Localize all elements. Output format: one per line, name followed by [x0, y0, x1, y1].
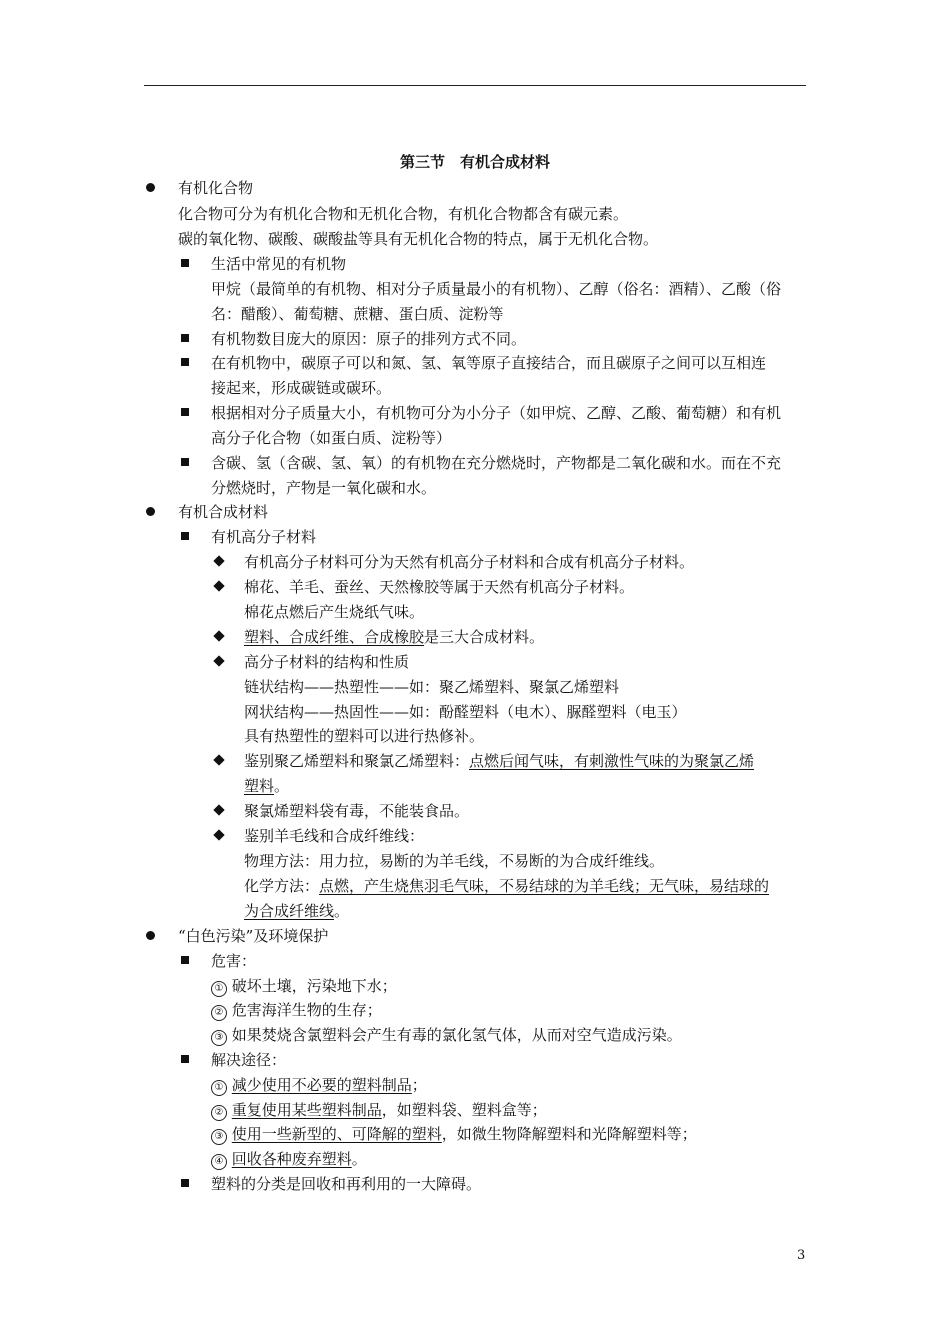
list-item: 在有机物中，碳原子可以和氮、氢、氧等原子直接结合，而且碳原子之间可以互相连 [211, 354, 767, 372]
bullet-diamond-icon [213, 580, 224, 591]
list-item-text: 高分子化合物（如蛋白质、淀粉等） [211, 429, 452, 447]
list-item: 生活中常见的有机物 [211, 255, 347, 273]
bullet-square-icon [181, 956, 189, 964]
numbered-item [211, 1100, 547, 1121]
bullet-square-icon [181, 334, 189, 342]
list-item: 含碳、氢（含碳、氢、氧）的有机物在充分燃烧时，产物都是二氧化碳和水。而在不充 [211, 454, 782, 472]
circled-number-2: ② [211, 1105, 227, 1121]
section-heading-synthetic-materials: 有机合成材料 [178, 503, 269, 521]
numbered-item [211, 1149, 367, 1170]
bullet-square-icon [181, 259, 189, 267]
list-item: 有机物数目庞大的原因：原子的排列方式不同。 [211, 330, 527, 348]
bullet-square-icon [181, 1179, 189, 1187]
text: 。 [274, 777, 290, 795]
circled-number-3: ③ [211, 1030, 227, 1046]
underlined-text: 回收各种废弃塑料 [231, 1150, 352, 1168]
circled-number-1: ① [211, 981, 227, 997]
circled-number-2: ② [211, 1005, 227, 1021]
text: ，如微生物降解塑料和光降解塑料等； [441, 1125, 697, 1143]
section-heading-organic-compounds: 有机化合物 [178, 179, 254, 197]
bullet-square-icon [181, 408, 189, 416]
underlined-text: 点燃，产生烧焦羽毛气味，不易结球的为羊毛线；无气味，易结球的 [319, 877, 770, 895]
text: 如果焚烧含氯塑料会产生有毒的氯化氢气体，从而对空气造成污染。 [231, 1026, 682, 1044]
list-item: 塑料的分类是回收和再利用的一大障碍。 [211, 1175, 482, 1193]
list-item-text: 甲烷（最简单的有机物、相对分子质量最小的有机物）、乙醇（俗名：酒精）、乙酸（俗 [211, 280, 782, 298]
paragraph: 化合物可分为有机化合物和无机化合物，有机化合物都含有碳元素。 [178, 205, 629, 223]
underlined-text: 点燃后闻气味，有刺激性气味的为聚氯乙烯 [469, 752, 755, 770]
numbered-item [211, 1025, 682, 1046]
section-heading-white-pollution: “白色污染”及环境保护 [178, 927, 329, 945]
list-item-text: 棉花点燃后产生烧纸气味。 [244, 603, 425, 621]
list-item: 鉴别羊毛线和合成纤维线： [244, 827, 425, 845]
text: 危害海洋生物的生存； [231, 1001, 382, 1019]
underlined-text: 重复使用某些塑料制品 [231, 1101, 382, 1119]
text: 破坏土壤，污染地下水； [231, 977, 397, 995]
bullet-dot-icon [146, 931, 155, 940]
bullet-square-icon [181, 532, 189, 540]
underlined-text: 塑料、合成纤维、合成橡胶 [244, 628, 425, 646]
page-title: 第三节 有机合成材料 [399, 153, 550, 171]
list-item [244, 751, 754, 771]
circled-number-4: ④ [211, 1154, 227, 1170]
text: ，如塑料袋、塑料盒等； [381, 1101, 547, 1119]
list-item [244, 627, 544, 647]
header-rule [144, 85, 806, 86]
bullet-diamond-icon [213, 555, 224, 566]
list-item: 解决途径： [211, 1051, 287, 1069]
list-item: 根据相对分子质量大小，有机物可分为小分子（如甲烷、乙醇、乙酸、葡萄糖）和有机 [211, 404, 782, 422]
text: 化学方法： [244, 877, 320, 895]
text: 鉴别聚乙烯塑料和聚氯乙烯塑料： [244, 752, 470, 770]
numbered-item [211, 976, 397, 997]
bullet-square-icon [181, 458, 189, 466]
bullet-diamond-icon [213, 630, 224, 641]
bullet-diamond-icon [213, 804, 224, 815]
list-item: 危害： [211, 952, 257, 970]
list-item-text: 网状结构——热固性——如：酚醛塑料（电木）、脲醛塑料（电玉） [244, 703, 687, 721]
bullet-dot-icon [146, 507, 155, 516]
list-item-text: 链状结构——热塑性——如：聚乙烯塑料、聚氯乙烯塑料 [244, 678, 620, 696]
circled-number-1: ① [211, 1080, 227, 1096]
list-item-text: 物理方法：用力拉，易断的为羊毛线，不易断的为合成纤维线。 [244, 852, 665, 870]
list-item-text: 具有热塑性的塑料可以进行热修补。 [244, 727, 485, 745]
bullet-dot-icon [146, 183, 155, 192]
text: 是三大合成材料。 [424, 628, 545, 646]
paragraph: 碳的氧化物、碳酸、碳酸盐等具有无机化合物的特点，属于无机化合物。 [178, 230, 659, 248]
text: 。 [334, 902, 350, 920]
list-item: 高分子材料的结构和性质 [244, 653, 410, 671]
bullet-diamond-icon [213, 655, 224, 666]
underlined-text: 使用一些新型的、可降解的塑料 [231, 1125, 442, 1143]
bullet-diamond-icon [213, 754, 224, 765]
bullet-square-icon [181, 358, 189, 366]
numbered-item [211, 1124, 697, 1145]
text: ； [411, 1076, 427, 1094]
numbered-item [211, 1000, 382, 1021]
list-item-text [244, 776, 289, 796]
list-item: 有机高分子材料 [211, 528, 317, 546]
list-item: 有机高分子材料可分为天然有机高分子材料和合成有机高分子材料。 [244, 553, 695, 571]
list-item-text: 接起来，形成碳链或碳环。 [211, 379, 392, 397]
list-item-text: 名：醋酸）、葡萄糖、蔗糖、蛋白质、淀粉等 [211, 305, 504, 323]
list-item: 聚氯烯塑料袋有毒，不能装食品。 [244, 802, 470, 820]
circled-number-3: ③ [211, 1129, 227, 1145]
underlined-text: 减少使用不必要的塑料制品 [231, 1076, 412, 1094]
underlined-text: 为合成纤维线 [244, 902, 335, 920]
bullet-diamond-icon [213, 829, 224, 840]
list-item-text: 分燃烧时，产物是一氧化碳和水。 [211, 479, 437, 497]
list-item-text [244, 876, 769, 896]
numbered-item [211, 1075, 427, 1096]
page-number: 3 [797, 1248, 806, 1263]
list-item: 棉花、羊毛、蚕丝、天然橡胶等属于天然有机高分子材料。 [244, 578, 635, 596]
list-item-text [244, 901, 349, 921]
underlined-text: 塑料 [244, 777, 275, 795]
text: 。 [351, 1150, 367, 1168]
bullet-square-icon [181, 1055, 189, 1063]
